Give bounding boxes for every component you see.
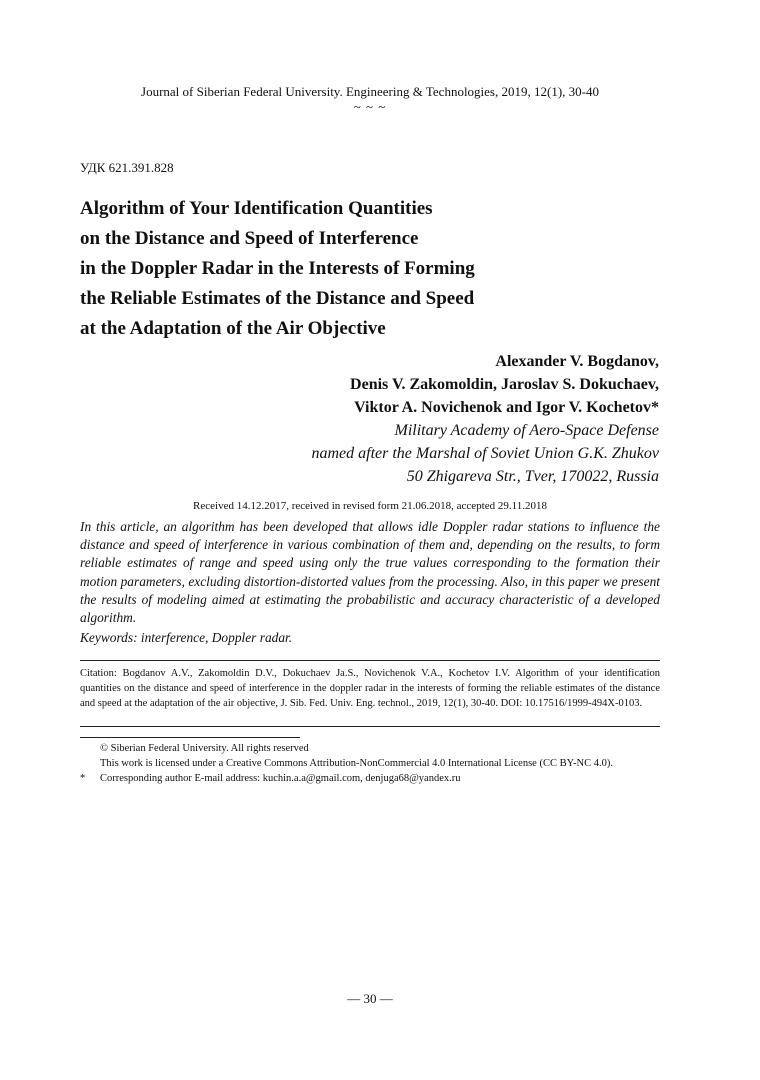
title-line: in the Doppler Radar in the Interests of Forming xyxy=(80,258,475,279)
author-line: Viktor A. Novichenok and Igor V. Kochetov* xyxy=(354,399,659,416)
footnote-copyright xyxy=(80,741,613,756)
footnote-text: © Siberian Federal University. All rights reserved xyxy=(100,743,309,754)
received-dates: Received 14.12.2017, received in revised form 21.06.2018, accepted 29.11.2018 xyxy=(193,500,547,512)
affiliation-line: Military Academy of Aero-Space Defense xyxy=(394,422,659,439)
footnote-mark: * xyxy=(80,773,86,784)
affiliation-line: 50 Zhigareva Str., Tver, 170022, Russia xyxy=(406,468,659,485)
title-line: on the Distance and Speed of Interference xyxy=(80,228,419,249)
author-line: Denis V. Zakomoldin, Jaroslav S. Dokuchaev, xyxy=(350,376,659,393)
footnote-mark xyxy=(80,741,100,756)
footnotes xyxy=(80,741,613,786)
journal-header: Journal of Siberian Federal University. Engineering & Technologies, 2019, 12(1), 30-40 xyxy=(141,84,599,99)
abstract: In this article, an algorithm has been developed that allows idle Doppler radar stations to influence the distance and speed of interference in various combination of them and, depending on the results, to form reliable estimates of range and speed using only the true values corresponding to the formation their motion parameters, excluding distortion-distorted values from the processing. Also, in this paper we present the results of modeling aimed at estimating the probabilistic and accuracy characteristic of a developed algorithm. xyxy=(80,519,660,626)
title-line: the Reliable Estimates of the Distance and Speed xyxy=(80,288,475,309)
article-title xyxy=(80,194,680,344)
title-line: at the Adaptation of the Air Objective xyxy=(80,318,386,339)
udk-code: УДК 621.391.828 xyxy=(80,160,174,175)
citation: Citation: Bogdanov A.V., Zakomoldin D.V., Dokuchaev Ja.S., Novichenok V.A., Kochetov I.V. Algorithm of your identification quantities on the distance and speed of interference in the doppler radar in the interests of forming the reliable estimates of the distance and speed at the adaptation of the air objective, J. Sib. Fed. Univ. Eng. technol., 2019, 12(1), 30-40. DOI: 10.17516/1999-494X-0103. xyxy=(80,668,660,709)
footnote-license xyxy=(80,756,613,771)
footnote-mark xyxy=(80,756,100,771)
page-number: — 30 — xyxy=(347,991,393,1006)
keywords: Keywords: interference, Doppler radar. xyxy=(80,630,293,645)
author-line: Alexander V. Bogdanov, xyxy=(495,353,659,370)
footnote-text: Corresponding author E-mail address: kuchin.a.a@gmail.com, denjuga68@yandex.ru xyxy=(100,773,461,784)
author-block xyxy=(311,350,659,488)
title-line: Algorithm of Your Identification Quantities xyxy=(80,198,433,219)
footnote-rule xyxy=(80,737,300,738)
footnote-text: This work is licensed under a Creative Commons Attribution-NonCommercial 4.0 International License (CC BY-NC 4.0). xyxy=(100,758,613,769)
affiliation-line: named after the Marshal of Soviet Union G.K. Zhukov xyxy=(311,445,659,462)
citation-top-rule xyxy=(80,660,660,661)
footnote-corresponding xyxy=(80,771,613,786)
citation-bottom-rule xyxy=(80,726,660,727)
header-ornament: ~ ~ ~ xyxy=(353,99,387,114)
